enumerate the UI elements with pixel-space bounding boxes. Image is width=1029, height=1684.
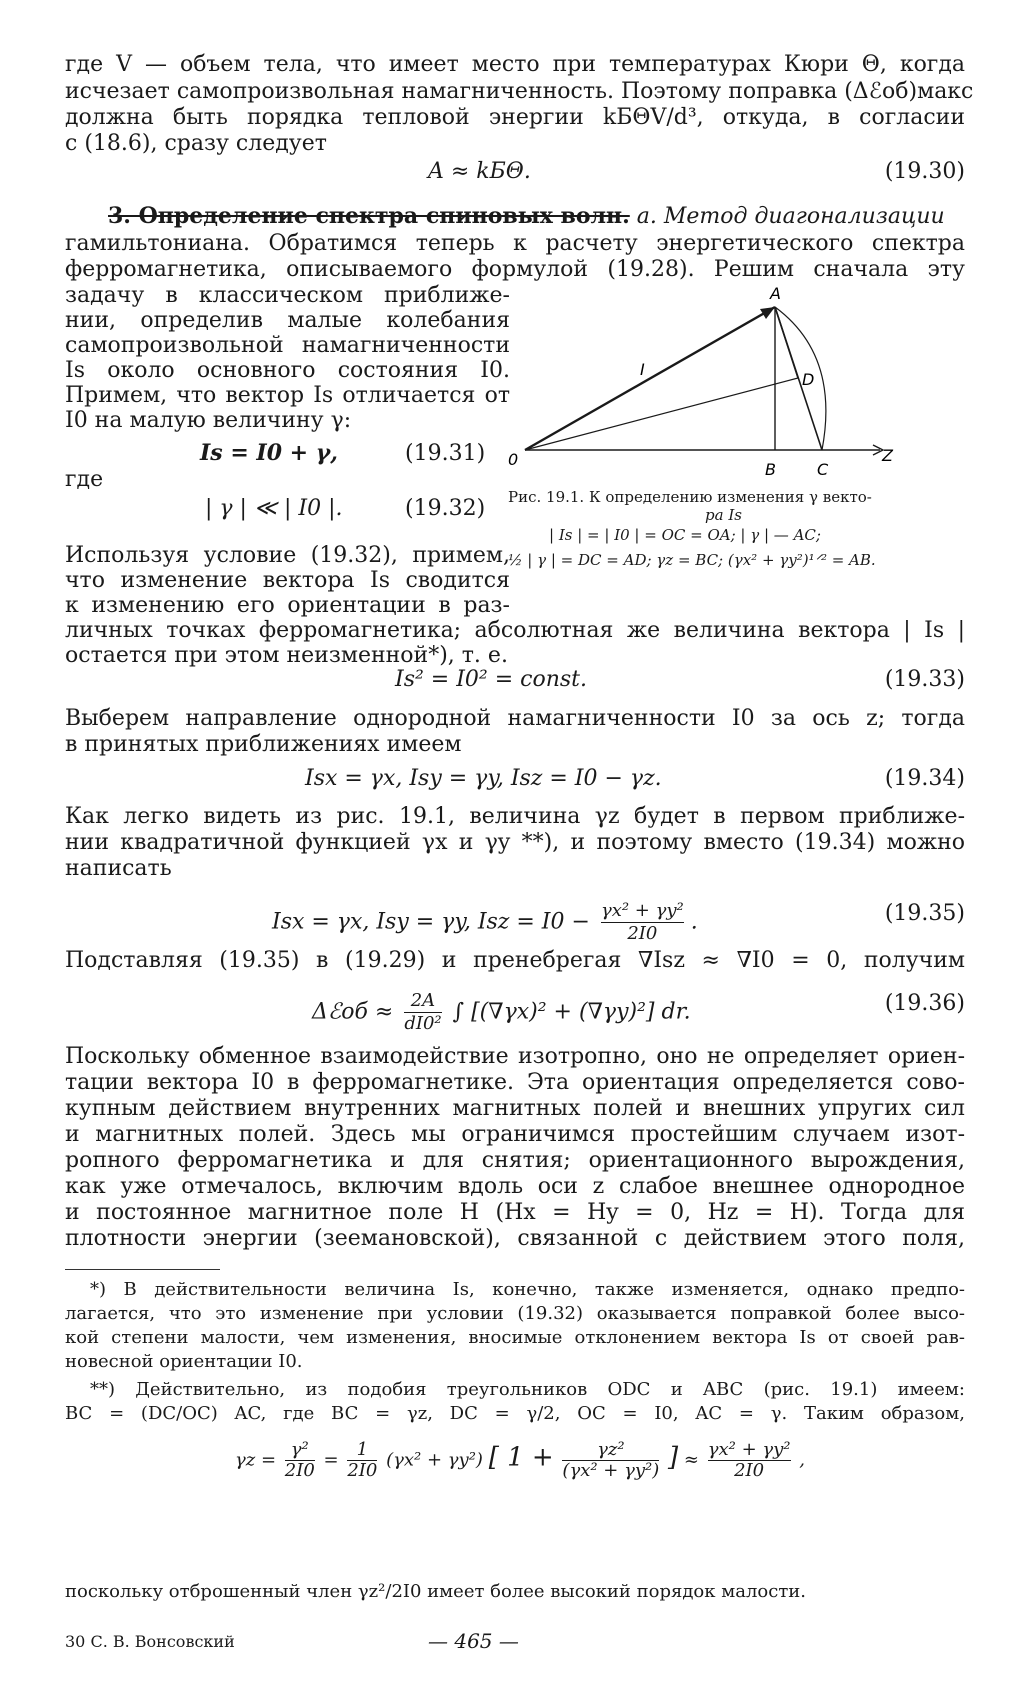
footnote-separator [65, 1269, 220, 1270]
segment-ad [775, 307, 798, 378]
equation-part: (γx² + γy²) [386, 1449, 483, 1471]
equation-number: (19.36) [884, 991, 965, 1016]
label-a: A [770, 284, 781, 303]
fraction-denominator: 2I0 [627, 923, 658, 944]
footnote-line: поскольку отброшенный член γz²/2I0 имеет более высокий порядок малости. [65, 1581, 807, 1602]
body-line: и магнитных полей. Здесь мы ограничимся простейшим случаем изот- [65, 1122, 965, 1147]
equation-19-33: Is² = I0² = const. [395, 667, 588, 692]
body-line: должна быть порядка тепловой энергии kБΘV/d³, откуда, в согласии [65, 105, 965, 130]
equation-number: (19.33) [884, 667, 965, 692]
equation-part: ≈ [683, 1449, 699, 1471]
label-d: D [802, 370, 815, 389]
fraction-denominator: dI0² [404, 1013, 442, 1034]
footnote-line: **) Действительно, из подобия треугольников ODC и ABC (рис. 19.1) имеем: [90, 1379, 965, 1400]
body-line: и постоянное магнитное поле H (Hx = Hy = 0, Hz = H). Тогда для [65, 1200, 965, 1225]
equation-19-35 [272, 900, 698, 945]
fraction [601, 900, 684, 945]
body-line: самопроизвольной намагниченности [65, 333, 510, 358]
footnote-line: новесной ориентации I0. [65, 1351, 303, 1372]
label-c: C [817, 460, 829, 479]
body-line: к изменению его ориентации в раз- [65, 593, 510, 618]
body-line: задачу в классическом приближе- [65, 283, 510, 308]
vector-oa [525, 307, 775, 450]
body-line: ропного ферромагнетика и для снятия; ориентационного вырождения, [65, 1148, 965, 1173]
body-line: Выберем направление однородной намагниченности I0 за ось z; тогда [65, 706, 965, 731]
body-line: Подставляя (19.35) в (19.29) и пренебрегая ∇Isz ≈ ∇I0 = 0, получим [65, 948, 965, 973]
fraction-denominator: (γx² + γy²) [562, 1460, 660, 1481]
equation-number: (19.34) [884, 766, 965, 791]
body-line: где V — объем тела, что имеет место при температурах Кюри Θ, когда [65, 52, 965, 77]
figure-caption-line: ½ | γ | = DC = AD; γz = BC; (γx² + γy²)¹ᐟ² = AB. [508, 551, 876, 569]
body-line: Поскольку обменное взаимодействие изотропно, оно не определяет ориен- [65, 1044, 965, 1069]
body-line: остается при этом неизменной*), т. е. [65, 643, 508, 668]
body-line: нии, определив малые колебания [65, 308, 510, 333]
fraction-numerator: 2A [404, 990, 441, 1013]
body-line: гамильтониана. Обратимся теперь к расчету энергетического спектра [65, 231, 965, 256]
body-line: что изменение вектора Is сводится [65, 568, 510, 593]
label-z: Z [882, 446, 893, 465]
fraction [708, 1440, 791, 1481]
figure-19-1 [508, 284, 970, 485]
footnote-equation [235, 1440, 805, 1481]
fraction-numerator: γ² [285, 1440, 315, 1461]
body-line: написать [65, 856, 172, 881]
equation-part: ] [668, 1442, 679, 1473]
printer-signature: 30 С. В. Вонсовский [65, 1632, 235, 1651]
segment-od [525, 378, 798, 450]
body-line: Используя условие (19.32), примем, [65, 543, 510, 568]
body-line: I0 на малую величину γ: [65, 408, 352, 433]
equation-part: . [690, 909, 698, 935]
equation-part: Δℰоб ≈ [312, 999, 394, 1025]
equation-number: (19.30) [884, 159, 965, 184]
figure-caption-line: | Is | = | I0 | = OC = OA; | γ | — AC; [549, 526, 821, 544]
body-line: плотности энергии (зеемановской), связанной с действием этого поля, [65, 1226, 965, 1251]
section-heading-line [108, 203, 965, 230]
fraction [285, 1440, 315, 1481]
fraction-numerator: 1 [347, 1440, 377, 1461]
fraction-denominator: 2I0 [734, 1460, 765, 1481]
equation-19-34: Isx = γx, Isy = γy, Isz = I0 − γz. [305, 766, 662, 791]
equation-part: , [799, 1449, 805, 1471]
body-line: с (18.6), сразу следует [65, 131, 327, 156]
body-line: Примем, что вектор Is отличается от [65, 383, 510, 408]
figure-caption-title: Рис. 19.1. К определению изменения γ векто- [508, 488, 872, 506]
footnote-line: *) В действительности величина Is, конечно, также изменяется, однако предпо- [90, 1279, 965, 1300]
footnote-line: BC = (DC/OC) AC, где BC = γz, DC = γ/2, OC = I0, AC = γ. Таким образом, [65, 1403, 965, 1424]
body-line: где [65, 467, 104, 492]
label-i: I [640, 360, 645, 379]
fraction [562, 1440, 659, 1481]
footnote-line: кой степени малости, чем изменения, вносимые отклонением вектора Is от своей рав- [65, 1327, 965, 1348]
fraction-numerator: γx² + γy² [707, 1439, 791, 1460]
label-o: 0 [508, 450, 519, 469]
fraction-denominator: 2I0 [347, 1460, 378, 1481]
body-line: купным действием внутренних магнитных полей и внешних упругих сил [65, 1096, 965, 1121]
body-line: ферромагнетика, описываемого формулой (19.28). Решим сначала эту [65, 257, 965, 282]
page-number: — 465 — [428, 1629, 519, 1653]
body-line: нии квадратичной функцией γx и γy **), и поэтому вместо (19.34) можно [65, 830, 965, 855]
equation-part: [ 1 + [488, 1442, 554, 1473]
body-line: Как легко видеть из рис. 19.1, величина γz будет в первом приближе- [65, 804, 965, 829]
equation-part: Isx = γx, Isy = γy, Isz = I0 − [272, 909, 590, 935]
footnote-line: лагается, что это изменение при условии (19.32) оказывается поправкой более высо- [65, 1303, 965, 1324]
equation-number: (19.31) [405, 441, 486, 466]
equation-19-31: Is = I0 + γ, [200, 440, 338, 466]
equation-19-32: | γ | ≪ | I0 |. [205, 496, 343, 521]
label-b: B [765, 460, 776, 479]
equation-number: (19.32) [405, 496, 486, 521]
body-line: как уже отмечалось, включим вдоль оси z слабое внешнее однородное [65, 1174, 965, 1199]
fraction-numerator: γx² + γy² [600, 900, 684, 921]
fraction [347, 1440, 377, 1481]
body-line: исчезает самопроизвольная намагниченность. Поэтому поправка (Δℰоб)макс [65, 79, 974, 104]
equation-19-30: A ≈ kБΘ. [428, 159, 531, 184]
equation-number: (19.35) [884, 901, 965, 926]
equation-part: ∫ [(∇γx)² + (∇γy)²] dr. [452, 999, 691, 1025]
equation-19-36 [312, 990, 691, 1035]
body-line: в принятых приближениях имеем [65, 732, 462, 757]
fraction-numerator: γz² [562, 1440, 659, 1461]
section-heading: 3. Определение спектра спиновых волн. [108, 203, 630, 229]
section-method: а. Метод диагонализации [636, 204, 945, 229]
body-line: тации вектора I0 в ферромагнетике. Эта ориентация определяется сово- [65, 1070, 965, 1095]
equation-part: γz = [235, 1449, 277, 1471]
fraction-denominator: 2I0 [284, 1460, 315, 1481]
body-line: личных точках ферромагнетика; абсолютная же величина вектора | Is | [65, 618, 965, 643]
fraction [404, 990, 441, 1035]
figure-caption-title2: ра Is [705, 506, 742, 524]
body-line: Is около основного состояния I0. [65, 358, 510, 383]
equation-part: = [323, 1449, 339, 1471]
